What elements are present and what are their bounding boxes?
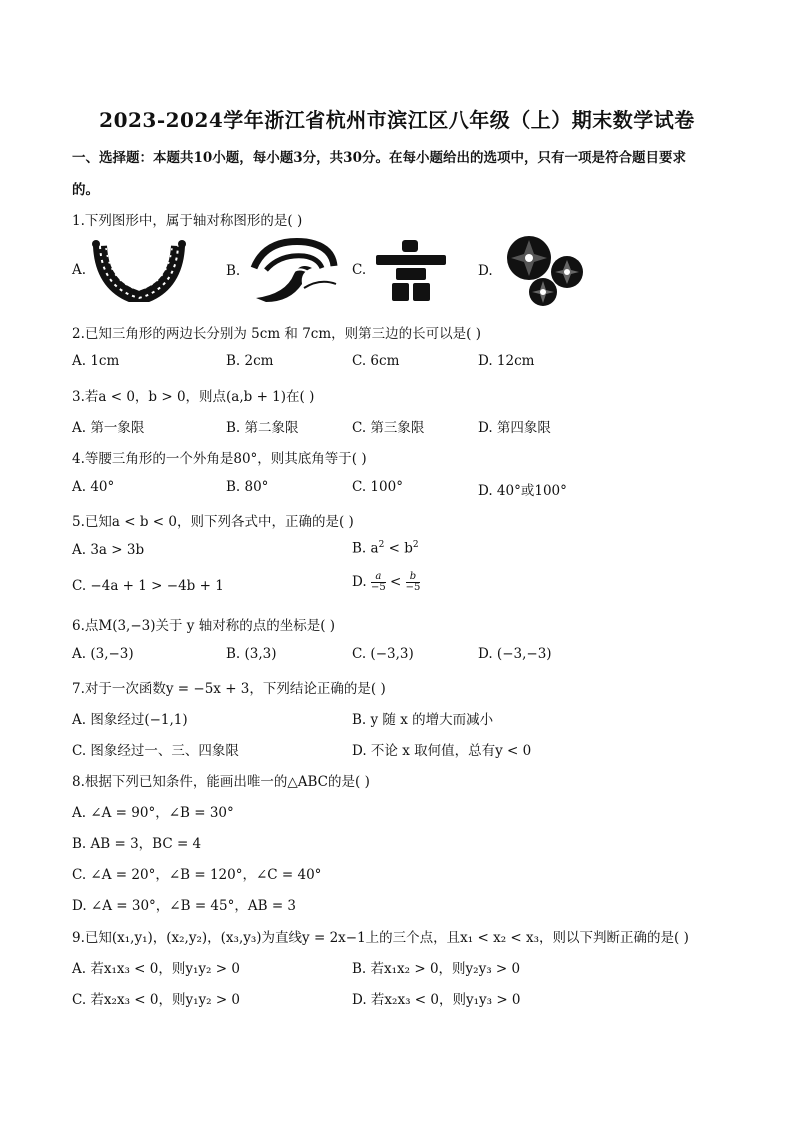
fraction: [371, 572, 386, 593]
question-2-stem: 2.已知三角形的两边长分别为 5cm 和 7cm，则第三边的长可以是( ): [72, 326, 481, 342]
question-5-option-b[interactable]: [352, 540, 419, 557]
question-9-option-d[interactable]: D. 若x₂x₃ < 0，则y₁y₃ > 0: [352, 992, 521, 1008]
option-label: A.: [72, 262, 87, 278]
option-label: B.: [226, 263, 241, 279]
question-3-option-c[interactable]: C. 第三象限: [352, 420, 425, 436]
question-3-stem: 3.若a < 0，b > 0，则点(a,b + 1)在( ): [72, 389, 315, 405]
numerator: a: [371, 572, 386, 583]
question-4-option-b[interactable]: B. 80°: [226, 479, 269, 495]
section-instructions-line1: 一、选择题：本题共10小题，每小题3分，共30分。在每小题给出的选项中，只有一项是符合题目要求: [72, 150, 686, 166]
question-4-option-d[interactable]: D. 40°或100°: [478, 483, 567, 499]
exponent: 2: [412, 540, 419, 550]
question-7-option-a[interactable]: A. 图象经过(−1,1): [72, 712, 188, 728]
question-5-option-c[interactable]: C. −4a + 1 > −4b + 1: [72, 578, 224, 594]
question-6-option-b[interactable]: B. (3,3): [226, 646, 277, 662]
question-5-option-d[interactable]: [352, 572, 420, 593]
question-4-stem: 4.等腰三角形的一个外角是80°，则其底角等于( ): [72, 451, 367, 467]
question-2-option-a[interactable]: A. 1cm: [72, 353, 120, 369]
question-7-option-c[interactable]: C. 图象经过一、三、四象限: [72, 743, 239, 759]
question-6-stem: 6.点M(3,−3)关于 y 轴对称的点的坐标是( ): [72, 618, 336, 634]
denominator: −5: [370, 582, 386, 593]
question-1-option-a[interactable]: [72, 238, 186, 302]
question-3-option-b[interactable]: B. 第二象限: [226, 420, 299, 436]
denominator: −5: [405, 582, 421, 593]
question-4-option-c[interactable]: C. 100°: [352, 479, 403, 495]
question-6-option-d[interactable]: D. (−3,−3): [478, 646, 552, 662]
question-7-option-d[interactable]: D. 不论 x 取何值，总有y < 0: [352, 743, 532, 759]
three-flowers-icon: [499, 234, 587, 308]
question-3-option-d[interactable]: D. 第四象限: [478, 420, 551, 436]
question-8-option-c[interactable]: C. ∠A = 20°，∠B = 120°，∠C = 40°: [72, 867, 322, 883]
question-4-option-a[interactable]: A. 40°: [72, 479, 115, 495]
question-9-option-a[interactable]: A. 若x₁x₃ < 0，则y₁y₂ > 0: [72, 961, 240, 977]
question-8-option-a[interactable]: A. ∠A = 90°，∠B = 30°: [72, 805, 234, 821]
swirl-emblem-icon: [246, 238, 338, 304]
option-text: B. a: [352, 540, 379, 557]
page-title: 2023-2024学年浙江省杭州市滨江区八年级（上）期末数学试卷: [99, 108, 695, 132]
question-1-option-b[interactable]: [226, 238, 338, 304]
question-9-option-b[interactable]: B. 若x₁x₂ > 0，则y₂y₃ > 0: [352, 961, 521, 977]
option-label: D.: [478, 263, 493, 279]
fraction: [406, 572, 421, 593]
option-label: D.: [352, 574, 367, 590]
question-9-option-c[interactable]: C. 若x₂x₃ < 0，则y₁y₂ > 0: [72, 992, 241, 1008]
question-8-option-d[interactable]: D. ∠A = 30°，∠B = 45°，AB = 3: [72, 898, 297, 914]
question-3-option-a[interactable]: A. 第一象限: [72, 420, 145, 436]
question-1-option-d[interactable]: [478, 234, 587, 308]
question-2-option-d[interactable]: D. 12cm: [478, 353, 535, 369]
question-5-stem: 5.已知a < b < 0，则下列各式中，正确的是( ): [72, 514, 354, 530]
question-2-option-c[interactable]: C. 6cm: [352, 353, 400, 369]
question-8-stem: 8.根据下列已知条件，能画出唯一的△ABC的是( ): [72, 774, 370, 790]
question-5-option-a[interactable]: A. 3a > 3b: [72, 542, 145, 558]
question-1-stem: 1.下列图形中，属于轴对称图形的是( ): [72, 213, 303, 229]
question-1-option-c[interactable]: [352, 238, 450, 302]
option-label: C.: [352, 262, 367, 278]
question-2-option-b[interactable]: B. 2cm: [226, 353, 274, 369]
question-6-option-c[interactable]: C. (−3,3): [352, 646, 414, 662]
exponent: 2: [378, 540, 385, 550]
section-instructions-line2: 的。: [72, 182, 99, 198]
question-7-option-b[interactable]: B. y 随 x 的增大而减小: [352, 712, 494, 728]
inukshuk-icon: [372, 238, 450, 302]
question-8-option-b[interactable]: B. AB = 3，BC = 4: [72, 836, 202, 852]
woven-wreath-icon: [92, 238, 186, 302]
less-than: <: [385, 574, 406, 590]
question-7-stem: 7.对于一次函数y = −5x + 3，下列结论正确的是( ): [72, 681, 386, 697]
option-text: < b: [384, 540, 413, 557]
numerator: b: [406, 572, 421, 583]
question-6-option-a[interactable]: A. (3,−3): [72, 646, 134, 662]
question-9-stem: 9.已知(x₁,y₁)，(x₂,y₂)，(x₃,y₃)为直线y = 2x−1上的三个点，且x₁ < x₂ < x₃，则以下判断正确的是( ): [72, 930, 689, 946]
